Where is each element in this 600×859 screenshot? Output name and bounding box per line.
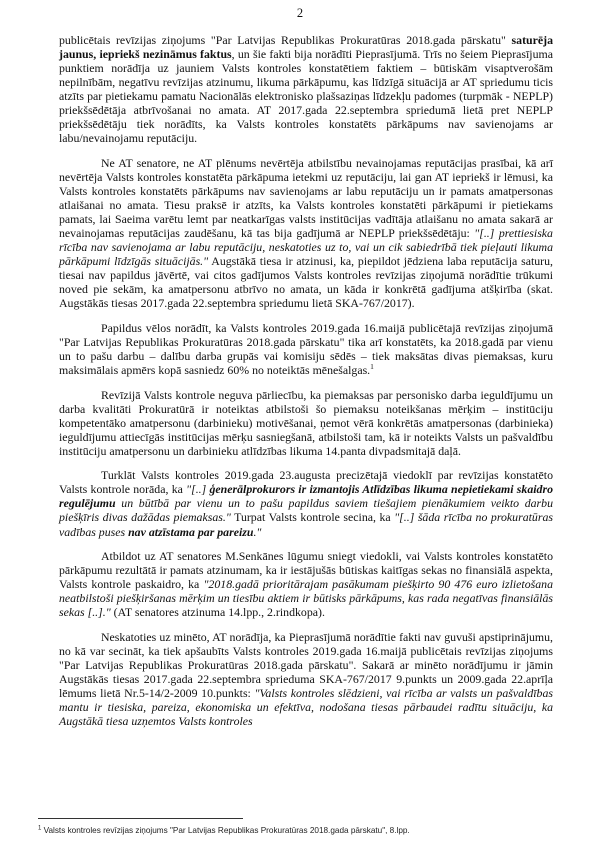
paragraph-1 — [59, 33, 553, 145]
p2-text-a: Ne AT senatore, ne AT plēnums nevērtēja atbilstību nevainojamas reputācijas prasībai, kā arī nevērtēja Valsts kontroles konstatēta pārkāpuma ietekmi uz reputāciju, lai gan AT iepriekš ir lēmusi, ka Valsts kontroles konstatēts pārkāpums nav savienojams ar labu reputāciju un ir pamats amatpersonas atlaišanai no amata. Tiesu praksē ir atzīts, ka Valsts kontroles konstatēti pārkāpumi ir pietiekams pamats, lai Saeima varētu lemt par neatkarīgas valsts institūcijas vadītāja atlaišanu no amata sakarā ar nevainojamas reputācijas zaudēšanu, kā tas bija gadījumā ar NEPLP priekšsēdētāju: — [59, 155, 553, 241]
p5-quote2-open: "[..] šāda rīcība no prokuratūras vadības puses — [59, 510, 553, 539]
p7-quote: "Valsts kontroles slēdzieni, vai rīcība ar valsts un pašvaldības mantu ir tiesiska, pareiza, ekonomiska un efektīva, nodošana tiesas pārbaudei radītu situāciju, ka Augstākā tiesa uzņemtos Valsts kontroles — [59, 685, 553, 729]
p5-text-a: Turklāt Valsts kontroles 2019.gada 23.augusta precizētajā viedoklī par revīzijas konstatēto Valsts kontrole norāda, ka — [59, 468, 553, 497]
p1-text-c: , un šie fakti bija norādīti Pieprasījumā. Trīs no šeiem Pieprasījuma punktiem norādīja uz jauniem Valsts kontroles konstatētiem faktiem – būtiskām visaptverošām nepilnībām, negatīvu revīzijas atzinumu, likuma pārkāpumu, kas līdzīgā situācijā ar AT spriedumu ticis atzīts par pietiekamu pamatu Nacionālās elektroniskо plašsaziņas līdzekļu padomes (turpmāk - NEPLP) priekšsēdētāja atbrīvošanai no amata. AT 2017.gada 22.septembra spriedumā lietā pret NEPLP priekšsēdētāju tiek norādīts, ka Valsts kontroles konstatēts pārkāpums nav savienojams ar labu/nevainojamu reputāciju. — [59, 47, 553, 146]
paragraph-7 — [59, 630, 553, 728]
paragraph-6 — [59, 549, 553, 619]
document-body — [59, 33, 553, 739]
p4-text: Revīzijā Valsts kontrole neguva pārliecību, ka piemaksas par personisko darba ieguldījumu un darba kvalitāti Prokuratūrā ir noteiktas atbilstoši šo piemaksu noteikšanas mērķim – institūciju kompetentāko amatpersonu (darbinieku) motivēšanai, ņemot vērā konkrētās amatpersonas (darbinieka) ieguldījumu attiecīgās institūcijas mērķu sasniegšanā, atbilstoši tam, kā ir noteikts Valsts un pašvaldību institūciju amatpersonu un darbinieku atlīdzības likuma 14.panta divpadsmitajā daļā. — [59, 387, 553, 458]
p5-bold-quote2: nav atzīstama par pareizu — [128, 524, 254, 539]
paragraph-4 — [59, 388, 553, 458]
p5-quote2-close: ." — [253, 524, 262, 539]
footnote-number: 1 — [38, 825, 42, 832]
p6-quote: "2018.gadā prioritārajam pasākumam piešķirto 90 476 euro izlietošana neatbilstoši piešķiršanas mērķim un tiesību aktiem ir būtisks pārkāpums, kas rada negatīvas finansiālās sekas [..]." — [59, 577, 554, 620]
p6-text-c: (AT senatores atzinuma 14.lpp., 2.rindkopa). — [110, 605, 325, 620]
footnote — [38, 826, 558, 836]
p5-bold-quote: ģenerālprokurors ir izmantojis Atlīdzības likuma nepietiekami skaidro regulējumu — [59, 482, 553, 511]
paragraph-5 — [59, 468, 553, 538]
footnote-ref: 1 — [370, 362, 374, 372]
p3-text: Papildus vēlos norādīt, ka Valsts kontroles 2019.gada 16.maijā publicētajā revīzijas ziņojumā "Par Latvijas Republikas Prokuratūras 2018.gada pārskatu" tika arī konstatēts, ka 2018.gadā par vienu un to pašu darbu – dalību darba grupās vai komisiju sēdēs – tiek maksātas divas piemaksas, kuru maksimālais apmērs kopā sasniedz 60% no noteiktās mēnešalgas. — [59, 320, 553, 378]
p2-text-c: Augstākā tiesa ir atzinusi, ka, piepildot jēdziena laba reputācija saturu, tiesai nav papildus jāvērtē, vai citos gadījumos Valsts kontroles revīzijas ziņojumā norādītie trūkumi noved pie sekām, ka amatpersonu atbrīvo no amata, un kāda ir konkrētā gadījuma atšķirība (skat. Augstākās tiesas 2017.gada 22.septembra spriedumu lietā SKA-767/2017). — [59, 254, 553, 311]
p5-quote-open: "[..] — [186, 482, 210, 497]
paragraph-3 — [59, 321, 553, 377]
page-number: 2 — [296, 6, 304, 20]
p1-text-a: publicētais revīzijas ziņojums "Par Latvijas Republikas Prokuratūras 2018.gada pārskatu" — [59, 33, 512, 47]
p5-text-e: Turpat Valsts kontrole secina, ka — [230, 510, 395, 525]
footnote-text: Valsts kontroles revīzijas ziņojums "Par Latvijas Republikas Prokuratūras 2018.gada pārskatu", 8.lpp. — [41, 826, 410, 835]
paragraph-2 — [59, 156, 553, 311]
p7-text-a: Neskatoties uz minēto, AT norādīja, ka Pieprasījumā norādītie fakti nav guvuši apstiprinājumu, no kā var secināt, ka tiek apšaubīts Valsts kontroles 2019.gada 16.maijā publicētais revīzijas ziņojums "Par Latvijas Republikas Prokuratūras 2018.gada pārskatu". Sakarā ar minēto norādījumu ir jāmin Augstākās tiesas 2017.gada 22.septembra spriedumа SKA-767/2017 9.punkts un 2009.gada 22.aprīļa lēmums lietā Nr.5-14/2-2009 10.punkts: — [59, 629, 553, 700]
p1-bold-text: saturēja jaunus, iepriekš nezināmus faktus — [59, 33, 553, 62]
p6-text-a: Atbildot uz AT senatores M.Senkānes lūgumu sniegt viedokli, vai Valsts kontroles konstatēto pārkāpumu rezultātā ir pamats atzinumam, ka ir iestājušās būtiskas kaitīgas sekas no finansiālā aspekta, Valsts kontrole paskaidro, ka — [59, 549, 553, 592]
p5-quote-rest: un būtībā par vienu un to pašu papildus saviem tiešajiem pienākumiem veikto darbu piešķīris divas dažādas piemaksas." — [59, 496, 553, 525]
footnote-divider — [38, 818, 243, 819]
p2-quote: "[..] prettiesiska rīcība nav savienojama ar labu reputāciju, neskatoties uz to, vai un cik sabiedrībā tiek pieļauti likuma pārkāpumi līdzīgās situācijās." — [59, 226, 553, 269]
